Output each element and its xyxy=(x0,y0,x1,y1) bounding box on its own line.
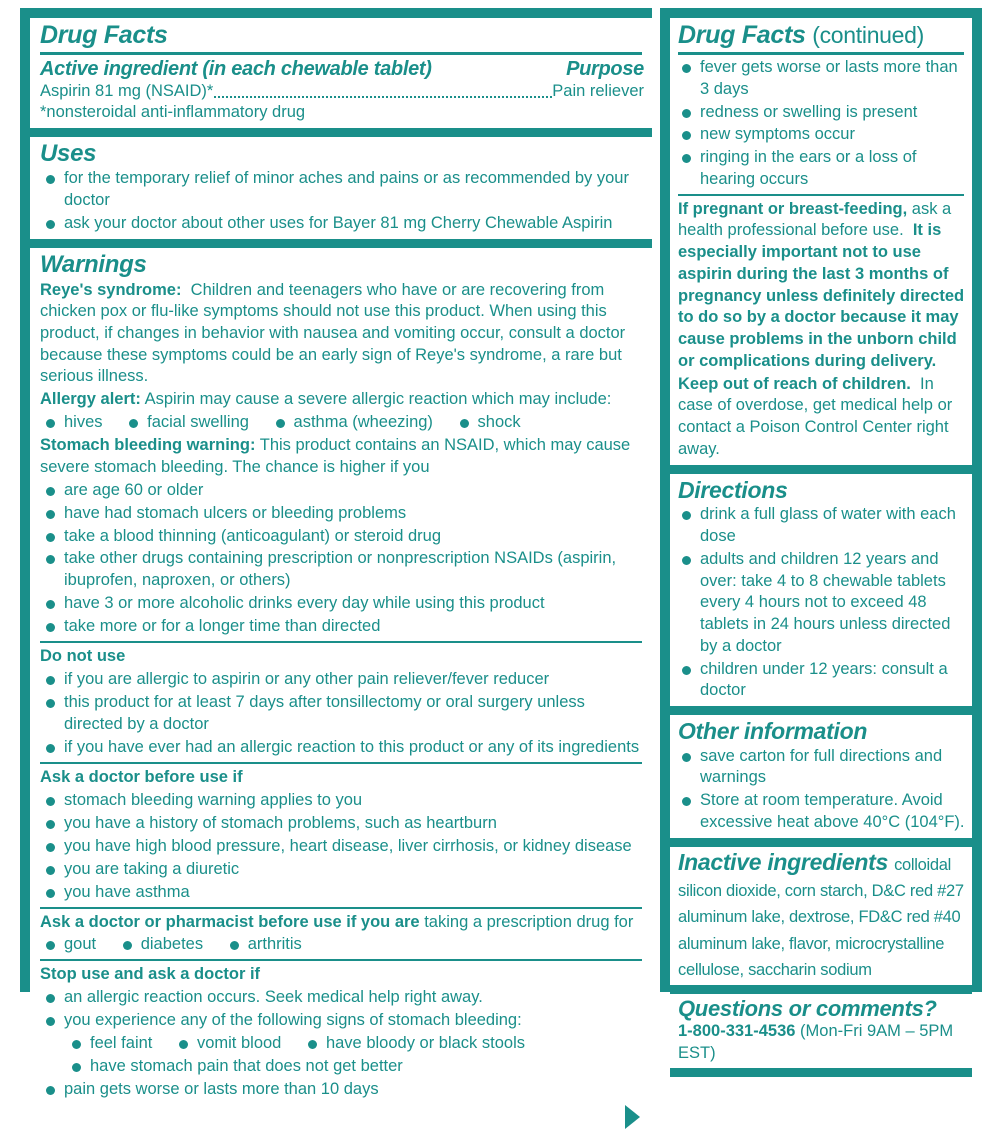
list-item: diabetes xyxy=(123,934,203,956)
active-ingredient-purpose: Pain reliever xyxy=(552,82,644,100)
reye-syndrome-paragraph xyxy=(38,280,644,388)
divider-band-uses xyxy=(30,128,652,137)
continued-list xyxy=(676,57,966,191)
page-title: Drug Facts xyxy=(40,21,168,49)
title-rule xyxy=(40,52,642,55)
rule-ask-pharmacist xyxy=(40,907,642,909)
list-item: Store at room temperature. Avoid excessive heat above 40°C (104°F). xyxy=(676,790,966,834)
questions-contact-row xyxy=(676,1021,966,1064)
do-not-use-heading: Do not use xyxy=(40,647,126,666)
active-ingredient-name: Aspirin 81 mg (NSAID)* xyxy=(40,82,214,100)
list-item: you have high blood pressure, heart disease, liver cirrhosis, or kidney disease xyxy=(38,836,644,858)
phone-number: 1-800-331-4536 xyxy=(678,1022,796,1041)
allergy-label: Allergy alert: xyxy=(40,389,141,408)
uses-heading: Uses xyxy=(40,139,97,167)
ask-pharmacist-rest: taking a prescription drug for xyxy=(424,912,634,931)
continuation-arrow-wrap xyxy=(38,1101,644,1131)
continued-title-rule xyxy=(678,52,964,55)
active-ingredient-heading-row xyxy=(38,57,644,81)
list-item: pain gets worse or lasts more than 10 days xyxy=(38,1079,644,1101)
list-item: ask your doctor about other uses for Bayer 81 mg Cherry Chewable Aspirin xyxy=(38,213,644,235)
inactive-ingredients-heading: Inactive ingredients xyxy=(678,848,889,875)
uses-box xyxy=(30,137,652,239)
reye-text: Children and teenagers who have or are recovering from chicken pox or flu-like symptoms should not use this product. When using this product, if changes in behavior with nausea and vomiting occur, consult a doctor because these symptoms could be an early sign of Reye's syndrome, a rare but serious illness. xyxy=(40,280,626,386)
stomach-bleeding-text: This product contains an NSAID, which may cause severe stomach bleeding. The chance is higher if you xyxy=(40,435,631,476)
stomach-bleeding-paragraph xyxy=(38,435,644,479)
pregnancy-lead-bold: If pregnant or breast-feeding, xyxy=(678,199,908,218)
other-information-box xyxy=(670,715,972,838)
list-item: vomit blood xyxy=(179,1033,281,1055)
drug-facts-label xyxy=(20,8,982,1099)
questions-box xyxy=(670,994,972,1068)
stop-use-heading: Stop use and ask a doctor if xyxy=(40,965,261,984)
list-item: for the temporary relief of minor aches and pains or as recommended by your doctor xyxy=(38,168,644,212)
questions-heading: Questions or comments? xyxy=(678,995,937,1021)
stomach-bleeding-label: Stomach bleeding warning: xyxy=(40,435,256,454)
list-item: shock xyxy=(460,412,521,434)
stop-use-sublist xyxy=(38,1056,644,1101)
divider-band-warnings xyxy=(30,239,652,248)
list-item: take other drugs containing prescription or nonprescription NSAIDs (aspirin, ibuprofen, naproxen, or others) xyxy=(38,548,644,592)
list-item: stomach bleeding warning applies to you xyxy=(38,790,644,812)
allergy-symptoms-list xyxy=(38,412,644,434)
continuation-arrow-icon xyxy=(625,1105,640,1129)
warnings-heading: Warnings xyxy=(40,251,147,279)
inactive-ingredients-text: colloidal silicon dioxide, corn starch, D&C red #27 aluminum lake, dextrose, FD&C red #40 aluminum lake, flavor, microcrystalline cellulose, saccharin sodium xyxy=(678,855,964,980)
divider-band-other-info xyxy=(670,706,972,715)
divider-band-directions xyxy=(670,465,972,474)
list-item: arthritis xyxy=(230,934,302,956)
ask-pharmacist-heading xyxy=(38,912,644,934)
list-item: take a blood thinning (anticoagulant) or steroid drug xyxy=(38,526,644,548)
right-column xyxy=(660,8,982,1062)
left-column xyxy=(20,8,652,1099)
keep-out-plain: In case of overdose, get medical help or contact a Poison Control Center right away. xyxy=(678,374,953,459)
allergy-alert-paragraph xyxy=(38,389,644,411)
continued-title-text: Drug Facts xyxy=(678,21,806,49)
active-ingredient-heading: Active ingredient (in each chewable tablet) xyxy=(40,58,432,80)
drug-facts-header-box xyxy=(30,18,652,128)
keep-out-bold: Keep out of reach of children. xyxy=(678,374,911,393)
uses-list xyxy=(38,168,644,235)
keep-out-of-reach-paragraph xyxy=(676,374,966,461)
list-item: redness or swelling is present xyxy=(676,102,966,124)
list-item: adults and children 12 years and over: take 4 to 8 chewable tablets every 4 hours not to exceed 48 tablets in 24 hours unless directed by a doctor xyxy=(676,549,966,658)
divider-band-inactive xyxy=(670,838,972,847)
list-item: save carton for full directions and warnings xyxy=(676,746,966,790)
list-item: fever gets worse or lasts more than 3 days xyxy=(676,57,966,101)
list-item: if you have ever had an allergic reaction to this product or any of its ingredients xyxy=(38,737,644,759)
list-item: if you are allergic to aspirin or any other pain reliever/fever reducer xyxy=(38,669,644,691)
list-item: have 3 or more alcoholic drinks every day while using this product xyxy=(38,593,644,615)
rule-ask-doctor xyxy=(40,762,642,764)
list-item: an allergic reaction occurs. Seek medical help right away. xyxy=(38,987,644,1009)
list-item: drink a full glass of water with each dose xyxy=(676,504,966,548)
pregnancy-emphasis: It is especially important not to use aspirin during the last 3 months of pregnancy unless definitely directed to do so by a doctor because it may cause problems in the unborn child or complications during delivery. xyxy=(678,221,965,370)
other-information-list xyxy=(676,746,966,834)
reye-label: Reye's syndrome: xyxy=(40,280,182,299)
list-item: you experience any of the following signs of stomach bleeding: xyxy=(38,1010,644,1032)
list-item: ringing in the ears or a loss of hearing occurs xyxy=(676,147,966,191)
nsaid-footnote: *nonsteroidal anti-inflammatory drug xyxy=(40,103,306,122)
list-item: asthma (wheezing) xyxy=(276,412,433,434)
ask-doctor-list xyxy=(38,790,644,904)
list-item: hives xyxy=(46,412,103,434)
page-title-continued xyxy=(676,20,966,51)
directions-list xyxy=(676,504,966,702)
stomach-bleeding-list xyxy=(38,480,644,639)
active-ingredient-row xyxy=(38,81,644,102)
ask-doctor-heading: Ask a doctor before use if xyxy=(40,767,243,786)
inactive-ingredients-box xyxy=(670,847,972,985)
pregnancy-lead-plain: ask a health professional before use. xyxy=(678,199,952,240)
pregnancy-paragraph xyxy=(676,199,966,373)
list-item: you have asthma xyxy=(38,882,644,904)
directions-box xyxy=(670,474,972,706)
stomach-bleeding-signs-list xyxy=(38,1033,644,1055)
list-item: new symptoms occur xyxy=(676,124,966,146)
list-item: gout xyxy=(46,934,96,956)
ask-pharmacist-label: Ask a doctor or pharmacist before use if you are xyxy=(40,912,420,931)
continued-suffix: (continued) xyxy=(812,22,925,48)
list-item: have had stomach ulcers or bleeding problems xyxy=(38,503,644,525)
allergy-text: Aspirin may cause a severe allergic reaction which may include: xyxy=(144,389,612,408)
drug-facts-continued-box xyxy=(670,18,972,465)
divider-band-questions xyxy=(670,985,972,994)
rule-do-not-use xyxy=(40,641,642,643)
phone-hours: (Mon-Fri 9AM – 5PM EST) xyxy=(678,1022,954,1062)
dot-leader xyxy=(214,81,552,98)
divider-band-bottom xyxy=(670,1068,972,1077)
purpose-heading: Purpose xyxy=(566,58,644,80)
list-item: you are taking a diuretic xyxy=(38,859,644,881)
list-item: are age 60 or older xyxy=(38,480,644,502)
list-item: take more or for a longer time than directed xyxy=(38,616,644,638)
do-not-use-list xyxy=(38,669,644,759)
list-item: feel faint xyxy=(72,1033,152,1055)
rule-stop-use xyxy=(40,959,642,961)
stop-use-list xyxy=(38,987,644,1032)
column-gap xyxy=(652,8,660,992)
warnings-box xyxy=(30,248,652,1135)
directions-heading: Directions xyxy=(678,476,788,503)
list-item: have stomach pain that does not get better xyxy=(38,1056,644,1078)
list-item: have bloody or black stools xyxy=(308,1033,525,1055)
other-information-heading: Other information xyxy=(678,718,868,745)
list-item: facial swelling xyxy=(129,412,249,434)
inactive-ingredients-heading-row xyxy=(676,849,966,981)
list-item: you have a history of stomach problems, such as heartburn xyxy=(38,813,644,835)
ask-pharmacist-list xyxy=(38,934,644,956)
list-item: this product for at least 7 days after tonsillectomy or oral surgery unless directed by a doctor xyxy=(38,692,644,736)
list-item: children under 12 years: consult a doctor xyxy=(676,659,966,703)
rule-pregnancy xyxy=(678,194,964,196)
